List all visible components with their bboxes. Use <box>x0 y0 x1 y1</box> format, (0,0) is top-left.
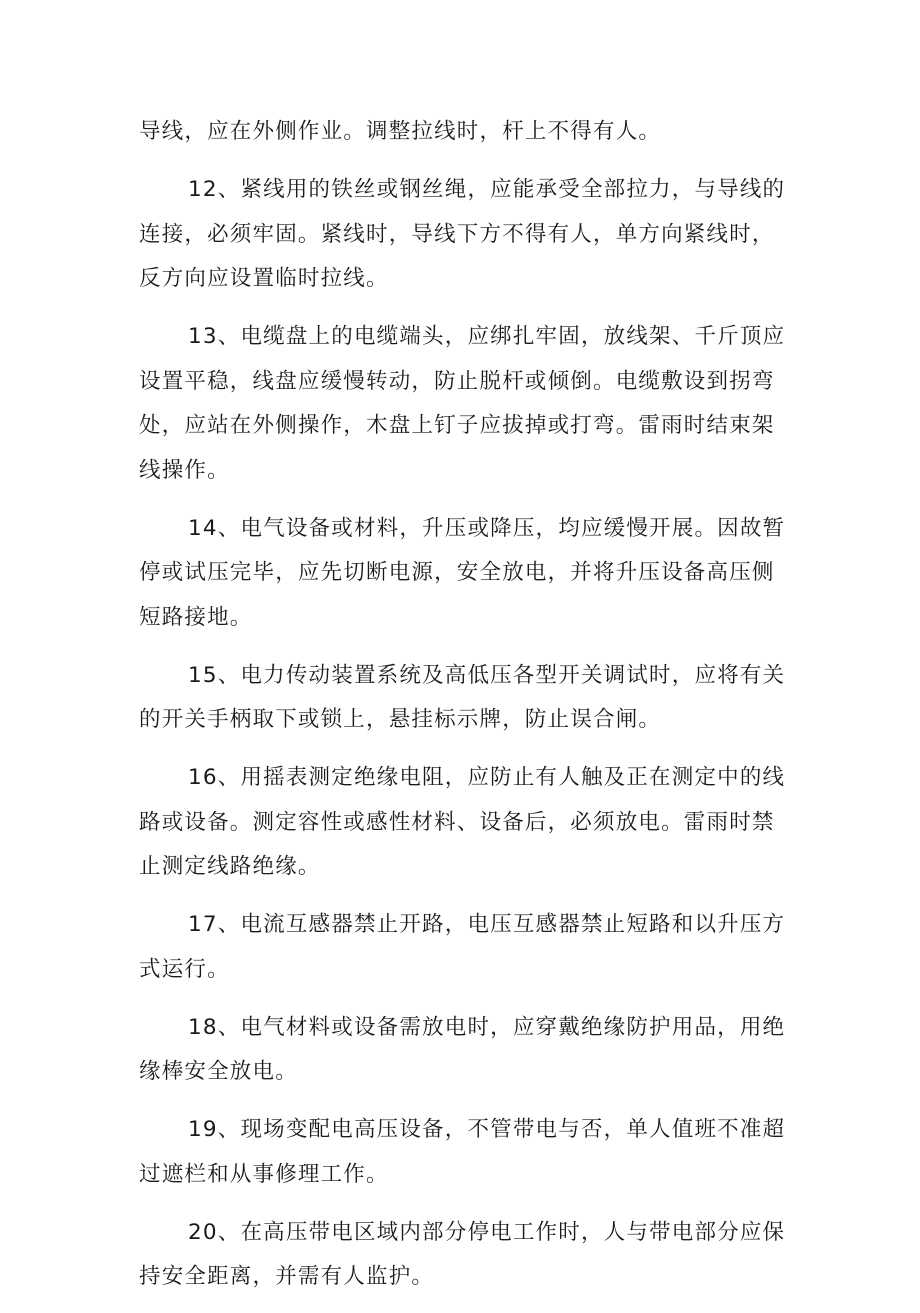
text-line: 12、紧线用的铁丝或钢丝绳，应能承受全部拉力，与导线的 <box>188 177 786 202</box>
paragraph-12 <box>139 168 789 302</box>
text-line: 19、现场变配电高压设备，不管带电与否，单人值班不准超 <box>188 1117 786 1142</box>
text-line: 15、电力传动装置系统及高低压各型开关调试时，应将有关 <box>188 662 786 688</box>
text-line: 反方向应设置临时拉线。 <box>139 266 389 291</box>
paragraph-17 <box>139 903 789 992</box>
paragraph-16 <box>139 756 789 890</box>
text-line: 14、电气设备或材料，升压或降压，均应缓慢开展。因故暂 <box>188 515 786 541</box>
text-line: 式运行。 <box>139 956 230 982</box>
paragraph-19 <box>139 1108 789 1197</box>
text-line: 连接，必须牢固。紧线时，导线下方不得有人，单方向紧线时， <box>139 221 775 247</box>
text-line: 13、电缆盘上的电缆端头，应绑扎牢固，放线架、千斤顶应 <box>188 324 786 349</box>
text-line: 持安全距离，并需有人监护。 <box>139 1264 435 1289</box>
text-line: 线操作。 <box>139 457 230 483</box>
paragraph-18 <box>139 1006 789 1095</box>
text-line: 处，应站在外侧操作，木盘上钉子应拔掉或打弯。雷雨时结束架 <box>139 413 775 438</box>
text-line: 短路接地。 <box>139 604 253 630</box>
text-line: 的开关手柄取下或锁上，悬挂标示牌，防止误合闸。 <box>139 707 662 732</box>
text-line: 20、在高压带电区域内部分停电工作时，人与带电部分应保 <box>188 1219 786 1245</box>
text-line: 18、电气材料或设备需放电时，应穿戴绝缘防护用品，用绝 <box>188 1014 786 1040</box>
paragraph-20 <box>139 1211 789 1300</box>
text-line: 17、电流互感器禁止开路，电压互感器禁止短路和以升压方 <box>188 912 786 937</box>
paragraph-14 <box>139 507 789 641</box>
paragraph-11-continuation <box>139 110 789 155</box>
text-line: 过遮栏和从事修理工作。 <box>139 1161 389 1187</box>
text-line: 缘棒安全放电。 <box>139 1059 298 1084</box>
text-line: 16、用摇表测定绝缘电阻，应防止有人触及正在测定中的线 <box>188 765 786 790</box>
paragraph-13 <box>139 315 789 493</box>
text-line: 设置平稳，线盘应缓慢转动，防止脱杆或倾倒。电缆敷设到拐弯 <box>139 368 775 394</box>
document-body <box>139 110 789 1313</box>
text-line: 停或试压完毕，应先切断电源，安全放电，并将升压设备高压侧 <box>139 560 775 585</box>
paragraph-15 <box>139 654 789 743</box>
text-line: 导线，应在外侧作业。调整拉线时，杆上不得有人。 <box>139 119 662 144</box>
text-line: 路或设备。测定容性或感性材料、设备后，必须放电。雷雨时禁 <box>139 809 775 835</box>
text-line: 止测定线路绝缘。 <box>139 854 321 879</box>
